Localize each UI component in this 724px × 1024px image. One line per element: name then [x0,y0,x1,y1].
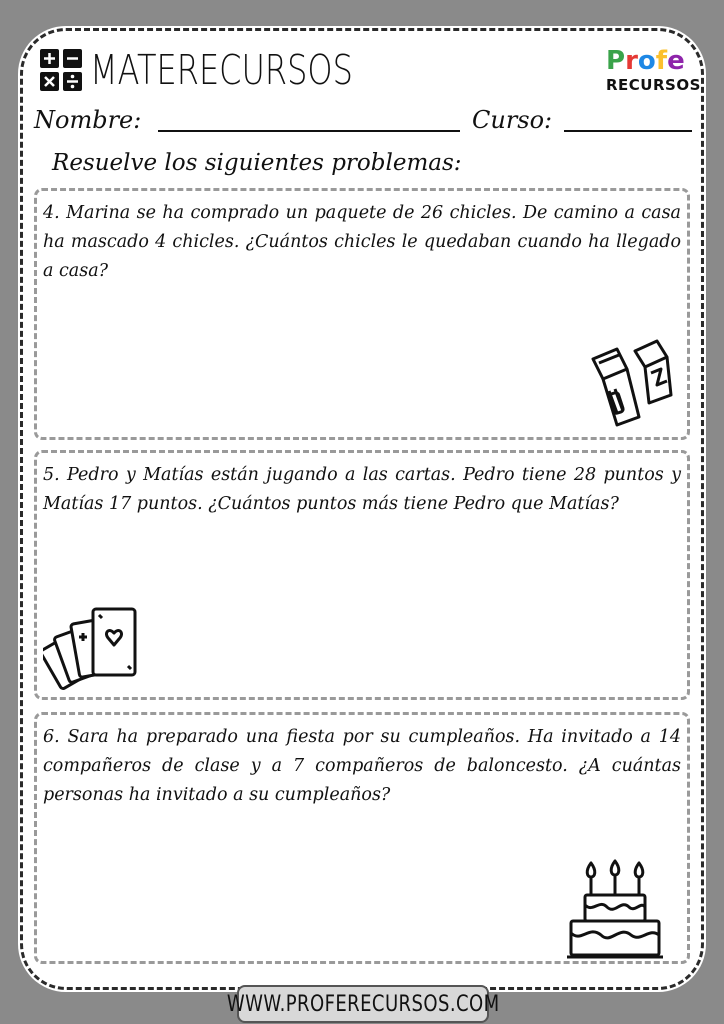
website-url: WWW.PROFERECURSOS.COM [226,991,500,1017]
course-field[interactable] [564,130,692,132]
name-field[interactable] [158,130,460,132]
problem-text: 4. Marina se ha comprado un paquete de 26 chicles. De camino a casa ha mascado 4 chicles. ¿Cuántos chicles le quedaban cuando ha llegado a casa? [43,203,681,281]
website-footer [226,985,500,1023]
profe-logo-subtitle: RECURSOS [606,76,701,94]
profe-logo-letter: f [655,46,668,76]
problem-box-6 [34,712,690,964]
name-label: Nombre: [34,106,142,134]
profe-logo-letter: o [637,46,656,76]
profe-logo-letter: P [606,46,626,76]
profe-recursos-logo [596,46,701,96]
problem-text: 5. Pedro y Matías están jugando a las cartas. Pedro tiene 28 puntos y Matías 17 puntos. ¿Cuántos puntos más tiene Pedro que Matías? [43,465,681,514]
chewing-gum-icon [587,339,673,433]
profe-logo-word [606,46,685,76]
student-fields [34,106,694,138]
problem-box-5 [34,450,690,700]
profe-logo-letter: e [667,46,685,76]
brand-title: MATERECURSOS [90,46,353,94]
playing-cards-icon [43,603,141,695]
problem-box-4 [34,188,690,440]
profe-logo-letter: r [625,46,638,76]
brand-header [40,48,427,92]
problem-text: 6. Sara ha preparado una fiesta por su cumpleaños. Ha invitado a 14 compañeros de clase y a 7 compañeros de baloncesto. ¿A cuántas personas ha invitado a su cumpleaños? [43,727,681,805]
birthday-cake-icon [565,859,665,963]
instructions-text: Resuelve los siguientes problemas: [52,150,462,176]
math-operations-icon [40,49,82,91]
course-label: Curso: [472,106,553,134]
